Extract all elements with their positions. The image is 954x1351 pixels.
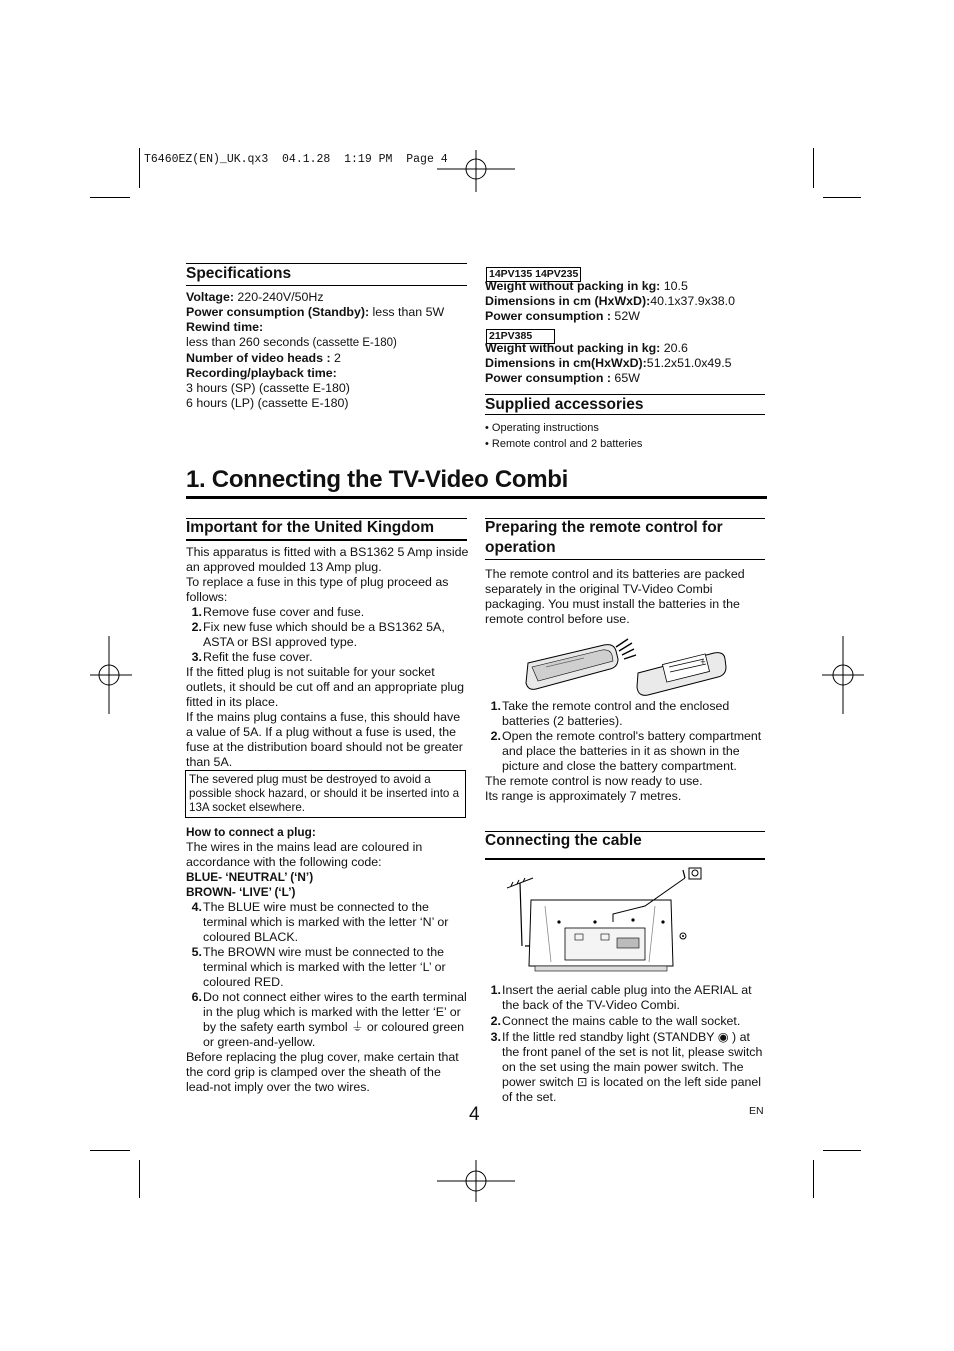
file-info-header: T6460EZ(EN)_UK.qx3 04.1.28 1:19 PM Page 4 [144,153,448,166]
cable-steps [485,983,767,1105]
how-to-connect-plug: How to connect a plug: The wires in the mains lead are coloured in accordance with the following code: BLUE- ‘NEUTRAL’ (‘N’) BROWN- ‘LIVE’ (‘L’) 4. The BLUE wire must be connected to the terminal which is marked with the letter ‘N’ or coloured BLACK. 5. The BROWN wire must be connected to the terminal which is marked with the letter ‘L’ or coloured RED. 6. Do not connect either wires to the earth terminal in the plug which is marked with the letter ‘E’ or by the safety earth symbol ⏚ or coloured green or green-and-yellow. Before replacing the plug cover, make certain that the cord grip is clamped over the sheath of the lead-not imply over the two wires. [186,825,469,1095]
uk-section-body: This apparatus is fitted with a BS1362 5 Amp inside an approved moulded 13 Amp plug. To replace a fuse in this type of plug proceed as follows: 1. Remove fuse cover and fuse. 2. Fix new fuse which should be a BS1362 5A, ASTA or BSI approved type. 3. Refit the fuse cover. If the fitted plug is not suitable for your socket outlets, it should be cut off and an appropriate plug fitted in its place. If the mains plug contains a fuse, this should have a value of 5A. If a plug without a fuse is used, the fuse at the distribution board should not be greater than 5A. [186,545,469,769]
page-number: 4 [469,1104,480,1125]
language-code: EN [749,1105,764,1117]
cable-section-title: Connecting the cable [485,832,642,849]
list-item: 3. Refit the fuse cover. [191,650,313,664]
list-item: 1. Take the remote control and the enclosed batteries (2 batteries). [490,699,730,728]
list-item: 3. If the little red standby light (STANDBY ◉ ) at the front panel of the set is not lit, please switch on the set using the main power switch. The power switch ⊡ is located on the left side panel of the set. [490,1030,763,1104]
uk-section-title: Important for the United Kingdom [186,519,434,536]
svg-text:+: + [700,658,706,666]
list-item: 2. Fix new fuse which should be a BS1362 5A, ASTA or BSI approved type. [191,620,445,649]
remote-open-icon [637,653,726,696]
list-item: 2. Connect the mains cable to the wall socket. [490,1014,741,1028]
remote-intro: The remote control and its batteries are packed separately in the original TV-Video Combi packaging. You must install the batteries in the remote control before use. [485,567,745,626]
warning-box: The severed plug must be destroyed to avoid a possible shock hazard, or should it be inserted into a 13A socket elsewhere. [185,770,466,818]
model-tag-21pv: 21PV385 [486,326,555,344]
model-specs-21pv: Weight without packing in kg: 20.6 Dimensions in cm(HxWxD):51.2x51.0x49.5 Power consumption : 65W [485,341,732,385]
list-item: 1. Remove fuse cover and fuse. [191,605,365,619]
remote-closed-icon [526,639,636,689]
tv-back-icon [529,900,673,971]
accessories-list [485,420,642,452]
remote-control-illustration [524,637,728,697]
page-title: 1. Connecting the TV-Video Combi [186,466,568,493]
list-item: 1. Insert the aerial cable plug into the AERIAL at the back of the TV-Video Combi. [490,983,752,1012]
specifications-list: Voltage: 220-240V/50Hz Power consumption (Standby): less than 5W Rewind time: less than 260 seconds (cassette E-180) Number of video heads : 2 Recording/playback time: 3 hours (SP) (cassette E-180) 6 hours (LP) (cassette E-180) [186,290,445,410]
registration-mark-top [437,150,515,192]
list-item: 6. Do not connect either wires to the earth terminal in the plug which is marked with the letter ‘E’ or by the safety earth symbol ⏚ or coloured green or green-and-yellow. [191,990,467,1049]
accessories-title: Supplied accessories [485,396,644,413]
remote-section-title: Preparing the remote control for operation [485,519,723,556]
list-item: • Operating instructions [485,422,599,434]
model-specs-14pv: Weight without packing in kg: 10.5 Dimensions in cm (HxWxD):40.1x37.9x38.0 Power consumption : 52W [485,279,735,323]
list-item: 2. Open the remote control's battery compartment and place the batteries in it as shown in the picture and close the battery compartment. [490,729,762,773]
cable-connection-diagram [505,866,705,976]
model-tag-14pv: 14PV135 14PV235 [486,264,581,282]
list-item: • Remote control and 2 batteries [485,438,643,450]
registration-mark-right [822,636,864,714]
list-item: 5. The BROWN wire must be connected to the terminal which is marked with the letter ‘L’ or coloured RED. [191,945,446,989]
specifications-title: Specifications [186,265,292,282]
remote-steps: 1. Take the remote control and the enclosed batteries (2 batteries). 2. Open the remote control's battery compartment and place the batteries in it as shown in the picture and close the battery compartment. The remote control is now ready to use. Its range is approximately 7 metres. [485,699,767,804]
registration-mark-bottom [437,1160,515,1202]
aerial-icon [507,878,533,946]
registration-mark-left [90,636,132,714]
list-item: 4. The BLUE wire must be connected to the terminal which is marked with the letter ‘N’ or coloured BLACK. [191,900,449,944]
